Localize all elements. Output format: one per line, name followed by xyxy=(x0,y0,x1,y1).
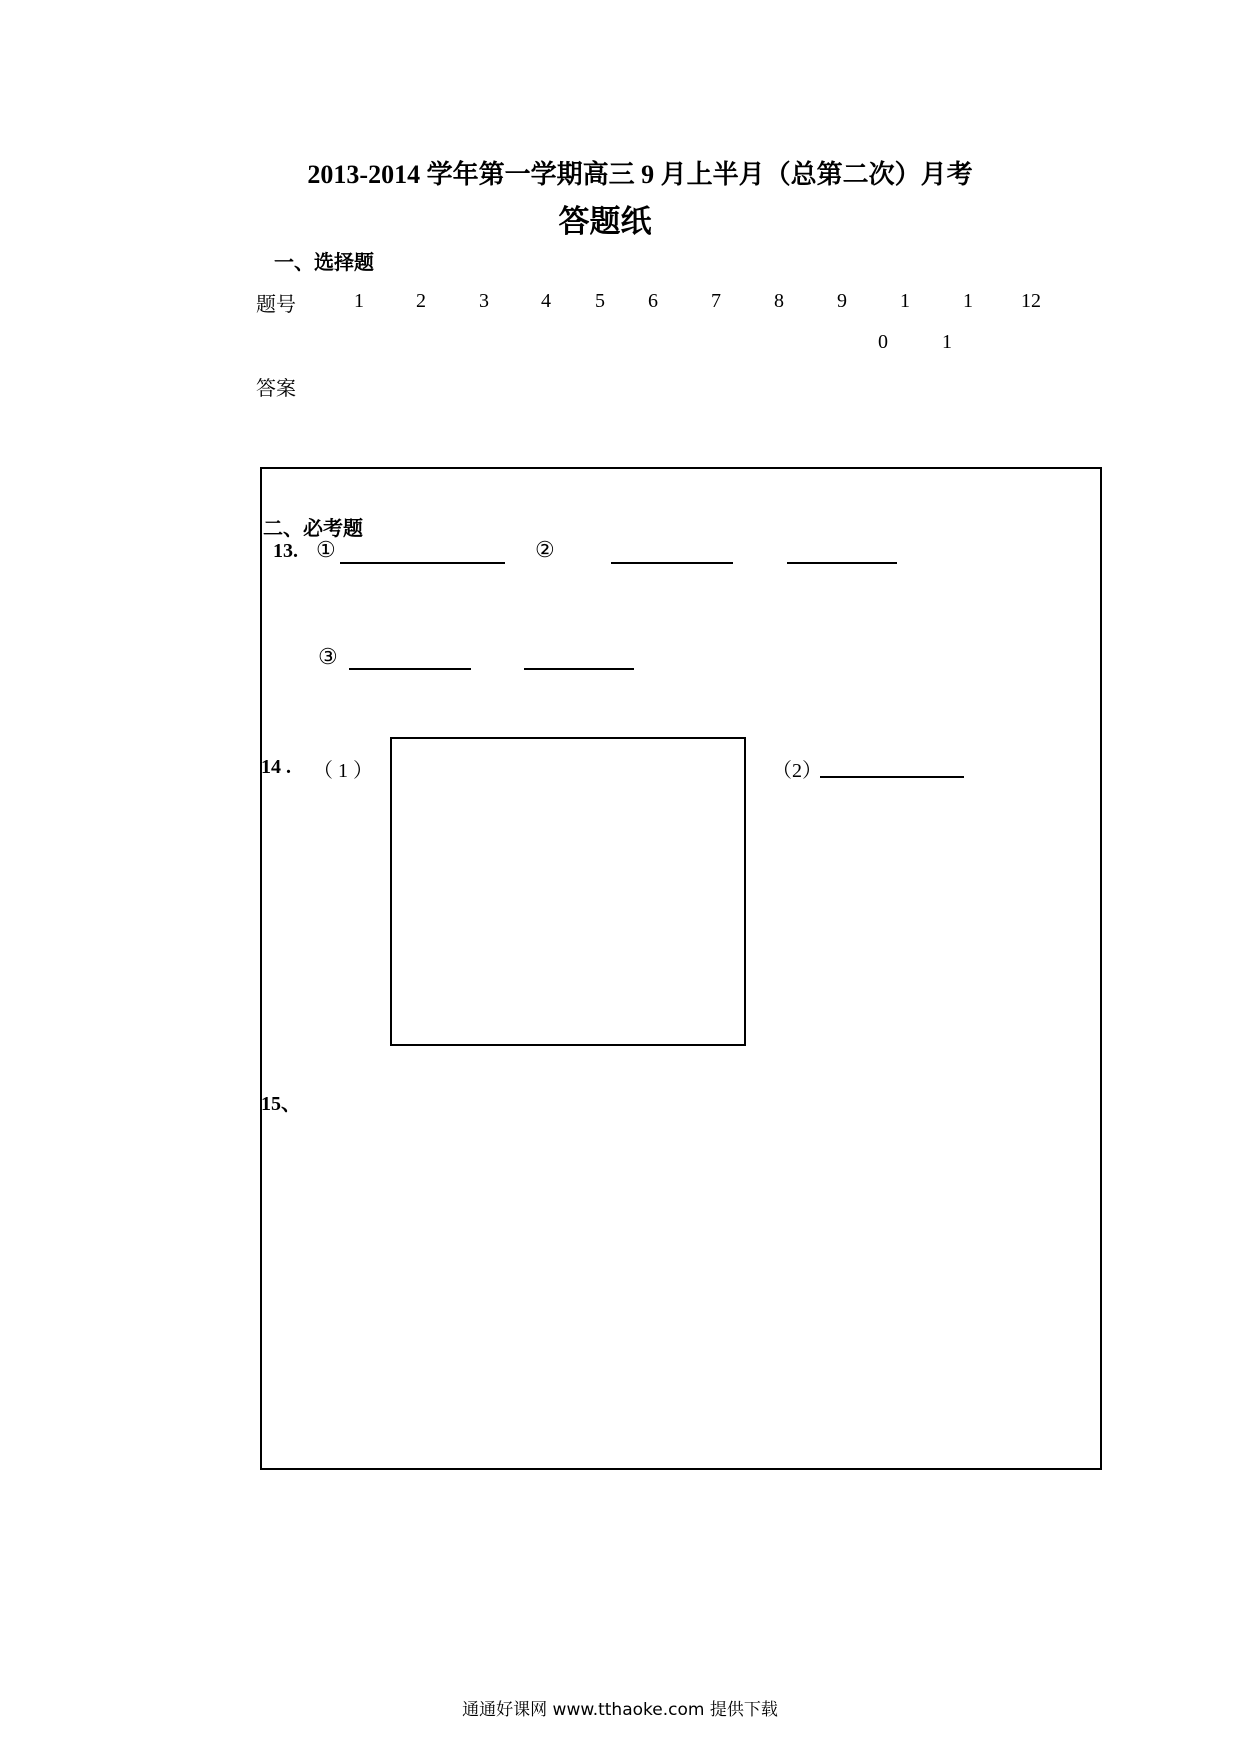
answer-blank-13-3b[interactable] xyxy=(524,668,634,670)
question-14-label: 14 . xyxy=(261,756,291,778)
drawing-box-14-1[interactable] xyxy=(390,737,746,1046)
question-number: 9 xyxy=(837,290,847,312)
circled-three-marker: ③ xyxy=(318,644,338,669)
answer-row-label: 答案 xyxy=(256,378,296,400)
answer-blank-13-1[interactable] xyxy=(340,562,505,564)
question-number: 6 xyxy=(648,290,658,312)
question-14-part2-label: （2） xyxy=(772,760,822,782)
answer-blank-13-2b[interactable] xyxy=(787,562,897,564)
answer-blank-13-2a[interactable] xyxy=(611,562,733,564)
question-number: 8 xyxy=(774,290,784,312)
question-number: 4 xyxy=(541,290,551,312)
answer-blank-14-2[interactable] xyxy=(820,776,964,778)
question-number-second-line: 1 xyxy=(942,331,952,353)
question-number: 2 xyxy=(416,290,426,312)
question-number: 1 xyxy=(900,290,910,312)
question-number: 5 xyxy=(595,290,605,312)
answer-blank-13-3a[interactable] xyxy=(349,668,471,670)
question-number: 3 xyxy=(479,290,489,312)
circled-two-marker: ② xyxy=(535,537,555,562)
question-number: 7 xyxy=(711,290,721,312)
section2-heading: 二、必考题 xyxy=(263,518,363,540)
question-15-label: 15、 xyxy=(261,1093,301,1115)
footer-text: 通通好课网 www.tthaoke.com 提供下载 xyxy=(462,1700,778,1720)
question-number: 1 xyxy=(354,290,364,312)
question-number: 12 xyxy=(1021,290,1041,312)
page-subtitle: 答题纸 xyxy=(558,204,652,240)
page-title: 2013-2014 学年第一学期高三 9 月上半月（总第二次）月考 xyxy=(307,160,973,189)
question-number-second-line: 0 xyxy=(878,331,888,353)
section1-heading: 一、选择题 xyxy=(274,252,374,274)
question-number: 1 xyxy=(963,290,973,312)
question-number-label: 题号 xyxy=(256,294,296,316)
circled-one-marker: ① xyxy=(316,537,336,562)
question-13-label: 13. xyxy=(273,540,298,562)
question-14-part1-label: （ 1 ） xyxy=(313,760,373,782)
